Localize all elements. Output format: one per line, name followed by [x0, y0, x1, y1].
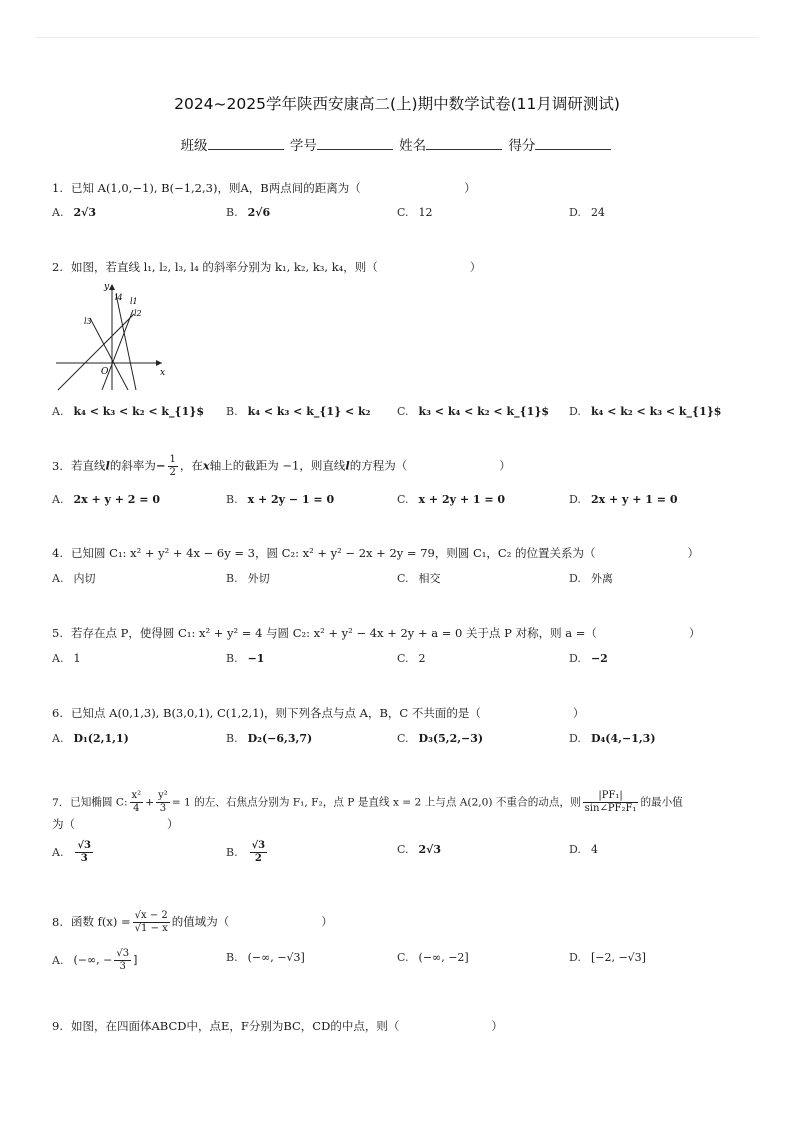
option-a[interactable]: A. 2√3 [52, 206, 96, 219]
option-b[interactable]: B. k₄ < k₃ < k_{1} < k₂ [226, 405, 371, 418]
question-number: 9. [52, 1019, 63, 1033]
class-label: 班级 [180, 138, 208, 154]
question-number: 3. [52, 458, 63, 473]
option-c[interactable]: C. 12 [397, 206, 433, 219]
option-b[interactable]: B. 2√6 [226, 206, 271, 219]
y-axis-label: y [104, 282, 110, 292]
line-l4-label: l4 [115, 293, 123, 302]
question-stem: 已知圆 C₁: x² + y² + 4x − 6y = 3，圆 C₂: x² + y² − 2x + 2y = 79，则圆 C₁，C₂ 的位置关系为（ ） [70, 546, 699, 560]
question-stem: 已知点 A(0,1,3), B(3,0,1), C(1,2,1)，则下列各点与点 A，B，C 不共面的是（ ） [70, 706, 585, 720]
option-d[interactable]: D. k₄ < k₂ < k₃ < k_{1}$ [569, 405, 722, 418]
option-b[interactable]: B. $\frac{√3}{2}$ [226, 840, 266, 864]
option-b[interactable]: B. 外切 [226, 572, 270, 585]
option-d[interactable]: D. −2 [569, 652, 608, 665]
option-b[interactable]: B. D₂(−6,3,7) [226, 732, 313, 745]
option-d[interactable]: D. D₄(4,−1,3) [569, 732, 656, 745]
class-blank[interactable] [208, 137, 284, 150]
option-c[interactable]: C. (−∞, −2] [397, 951, 469, 964]
question-6 [52, 705, 584, 721]
option-c[interactable]: C. 2√3 [397, 843, 442, 856]
option-a[interactable]: A. k₄ < k₃ < k₂ < k_{1}$ [52, 405, 204, 418]
option-d[interactable]: D. 外离 [569, 572, 613, 585]
question-4 [52, 545, 699, 561]
exam-title: 2024~2025学年陕西安康高二(上)期中数学试卷(11月调研测试) [174, 95, 620, 113]
student-info-line [0, 134, 794, 154]
question-number: 8. [52, 914, 63, 929]
question-9 [52, 1018, 503, 1034]
fraction-pf1-over-sin: $\frac{\text{|PF₁|}}{\text{sin∠PF₂F₁}}$ [584, 790, 637, 814]
question-5 [52, 625, 700, 641]
x-axis-label: x [160, 368, 166, 378]
score-label: 得分 [508, 138, 536, 154]
slope-lines-figure [50, 280, 168, 392]
id-label: 学号 [289, 138, 317, 154]
question-8: 8. 函数 f(x) = $\frac{√x - 2}{√1 - x}$ 的值域为（ ） [52, 910, 333, 934]
question-number: 7. [52, 796, 63, 809]
question-number: 4. [52, 546, 63, 560]
question-number: 2. [52, 260, 63, 274]
option-c[interactable]: C. x + 2y + 1 = 0 [397, 493, 506, 506]
origin-label: O [101, 367, 109, 377]
name-label: 姓名 [399, 138, 427, 154]
option-d[interactable]: D. 24 [569, 206, 605, 219]
score-blank[interactable] [535, 137, 611, 150]
question-3: 3. 若直线l的斜率为− $\frac{1}{2}$ ，在x轴上的截距为 −1，则直线l的方程为（ ） [52, 454, 511, 478]
question-number: 1. [52, 181, 63, 195]
question-2 [52, 259, 481, 275]
option-c[interactable]: C. k₃ < k₄ < k₂ < k_{1}$ [397, 405, 550, 418]
option-c[interactable]: C. D₃(5,2,−3) [397, 732, 484, 745]
y-axis-arrow [109, 284, 115, 290]
question-stem: 已知 A(1,0,−1), B(−1,2,3)，则A，B两点间的距离为（ ） [70, 181, 476, 195]
option-a[interactable]: A. 1 [52, 652, 81, 665]
x-axis-arrow [156, 360, 162, 366]
question-1 [52, 180, 476, 196]
option-b[interactable]: B. −1 [226, 652, 265, 665]
fraction-y2-over-3: $\frac{\text{y²}}{3}$ [158, 790, 168, 814]
top-divider [36, 37, 758, 38]
question-stem: 若存在点 P，使得圆 C₁: x² + y² = 4 与圆 C₂: x² + y² − 4x + 2y + a = 0 关于点 P 对称，则 a =（ ） [70, 626, 701, 640]
option-a[interactable]: A. 内切 [52, 572, 96, 585]
option-b[interactable]: B. (−∞, −√3] [226, 951, 305, 964]
option-a[interactable]: A. D₁(2,1,1) [52, 732, 129, 745]
question-7-line-2: 为（ ） [52, 817, 179, 831]
option-a[interactable]: A. (−∞, − $\frac{√3}{3}$ ] [52, 948, 138, 972]
fraction-x2-over-4: $\frac{\text{x²}}{4}$ [131, 790, 142, 814]
option-b[interactable]: B. x + 2y − 1 = 0 [226, 493, 335, 506]
line-l3-label: l3 [84, 317, 92, 326]
question-stem: 如图，若直线 l₁, l₂, l₃, l₄ 的斜率分别为 k₁, k₂, k₃, k₄，则（ ） [70, 260, 482, 274]
line-l4 [116, 294, 136, 390]
question-number: 5. [52, 626, 63, 640]
option-a[interactable]: A. 2x + y + 2 = 0 [52, 493, 160, 506]
line-l3 [90, 318, 128, 390]
option-c[interactable]: C. 相交 [397, 572, 441, 585]
question-number: 6. [52, 706, 63, 720]
question-7: 7. 已知椭圆 C: $\frac{\text{x²}}{4}$ + $\frac{\text{y²}}{3}$ = 1 的左、右焦点分别为 F₁, F₂，点 P 是直线 x = 2 上与点 A(2,0) 不重合的动点，则 $\frac{\text{|PF₁|}}{\text{sin∠PF₂F₁}}$ 的最小值 [52, 790, 683, 814]
option-c[interactable]: C. 2 [397, 652, 426, 665]
line-l1-label: l1 [130, 297, 138, 306]
fraction-one-half: $\frac{1}{2}$ [169, 454, 176, 478]
question-stem: 如图，在四面体ABCD中，点E，F分别为BC，CD的中点，则（ ） [70, 1019, 503, 1033]
line-l2-label: l2 [134, 309, 142, 318]
option-d[interactable]: D. 2x + y + 1 = 0 [569, 493, 678, 506]
option-a[interactable]: A. $\frac{√3}{3}$ [52, 840, 91, 864]
name-blank[interactable] [426, 137, 502, 150]
fraction-function: $\frac{√x - 2}{√1 - x}$ [134, 910, 168, 934]
option-d[interactable]: D. [−2, −√3] [569, 951, 646, 964]
option-d[interactable]: D. 4 [569, 843, 598, 856]
id-blank[interactable] [317, 137, 393, 150]
